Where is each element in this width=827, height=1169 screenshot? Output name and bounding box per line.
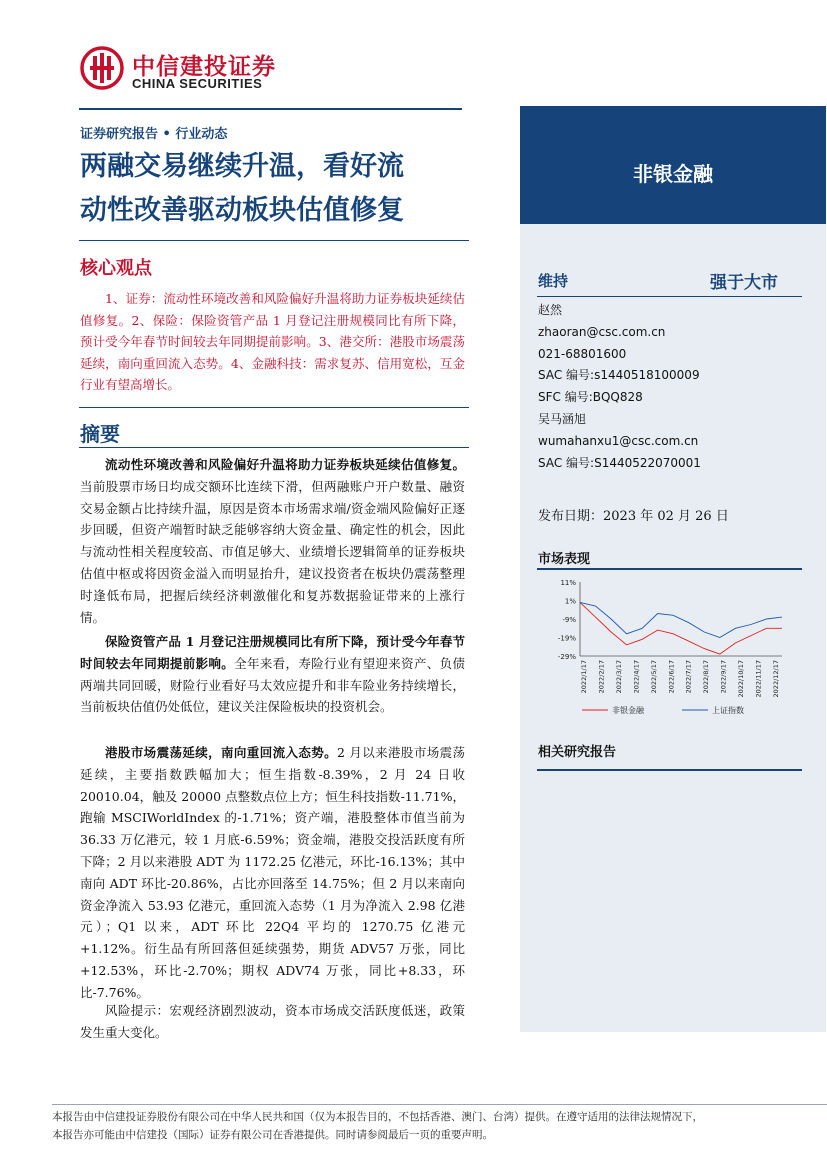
summary-p3-text: 2 月以来港股市场震荡延续，主要指数跌幅加大；恒生指数-8.39%，2 月 24 日收 20010.04，触及 20000 点整数点位上方；恒生科技指数-11.71%，跑输 MSCIWorldIndex 的-1.71%；资产端，港股整体市值当前为 36.33 万亿港元，较 1 月底-6.59%；资金端，港股交投活跃度有所下降；2 月以来港股 ADT 为 1172.25 亿港元，环比-16.13%；其中南向 ADT 环比-20.86%，占比亦回落至 14.75%；但 2 月以来南向资金净流入 53.93 亿港元，重回流入态势（1 月为净流入 2.98 亿港元）；Q1 以来，ADT 环比 22Q4 平均的 1270.75 亿港元+1.12%。衍生品有所回落但延续强势，期货 ADV57 万张，同比+12.53%，环比-2.70%；期权 ADV74 万张，同比+8.33，环比-7.76%。 — [80, 745, 465, 1000]
core-rule — [79, 407, 469, 408]
sector-box — [520, 106, 826, 224]
header-rule — [79, 108, 462, 110]
footer-rule — [52, 1104, 827, 1105]
summary-p2-text: 全年来看，寿险行业有望迎来资产、负债两端共同回暖，财险行业看好马太效应提升和非车险业务持续增长，当前板块估值仍处低位，建议关注保险板块的投资机会。 — [80, 655, 465, 715]
sector-label: 非银金融 — [633, 162, 713, 186]
rating-row — [538, 268, 778, 292]
series-line — [580, 602, 782, 654]
analyst-name: 赵然 — [538, 303, 563, 317]
related-rule — [537, 769, 802, 771]
x-tick-label: 2022/9/17 — [719, 660, 728, 694]
x-tick-label: 2022/11/17 — [754, 660, 763, 698]
analyst-sfc: SFC 编号:BQQ828 — [538, 390, 643, 405]
brand-name-cn: 中信建投证券 — [132, 54, 276, 80]
x-tick-label: 2022/12/17 — [772, 660, 780, 698]
x-tick-label: 2022/8/17 — [702, 660, 711, 694]
footer-line-2: 本报告亦可能由中信建投（国际）证券有限公司在香港提供。同时请参阅最后一页的重要声明。 — [52, 1129, 493, 1141]
y-tick-label: -19% — [557, 634, 576, 643]
core-text: 1、证券：流动性环境改善和风险偏好升温将助力证券板块延续估值修复。2、保险：保险资管产品 1 月登记注册规模同比有所下降，预计受今年春节时间较去年同期提前影响。3、港交所：港股市场震荡延续，南向重回流入态势。4、金融科技：需求复苏、信用宽松，互金行业有望高增长。 — [80, 291, 465, 392]
analyst-name: 吴马涵旭 — [538, 411, 587, 426]
risk-warning: 风险提示：宏观经济剧烈波动，资本市场成交活跃度低迷，政策发生重大变化。 — [80, 1003, 465, 1040]
y-tick-label: -29% — [557, 653, 576, 661]
analyst-sac: SAC 编号:s1440518100009 — [538, 368, 700, 383]
analyst-email[interactable]: zhaoran@csc.com.cn — [538, 324, 666, 339]
x-tick-label: 2022/4/17 — [632, 660, 641, 694]
report-title-line-1: 两融交易继续升温，看好流 — [80, 151, 404, 182]
analyst-phone: 021-68801600 — [538, 346, 627, 361]
y-tick-label: 11% — [560, 579, 576, 587]
report-type: 证券研究报告 • 行业动态 — [80, 127, 228, 142]
report-title-line-2: 动性改善驱动板块估值修复 — [80, 195, 404, 226]
publish-date: 发布日期：2023 年 02 月 26 日 — [538, 509, 729, 524]
series-line — [580, 602, 782, 637]
brand-name-en: CHINA SECURITIES — [132, 76, 263, 91]
summary-p1-text: 当前股票市场日均成交额环比连续下滑，但两融账户开户数量、融资交易金额占比持续升温，原因是资本市场需求端/资金端风险偏好正逐步回暖，但资产端暂时缺乏能够容纳大资金量、确定性的机会，因此与流动性相关程度较高、市值足够大、业绩增长逻辑简单的证券板块估值中枢或将因资金溢入而明显抬升，建议投资者在板块仍震荡整理时逢低布局，把握后续经济刺激催化和复苏数据验证带来的上涨行情。 — [80, 478, 465, 625]
related-heading: 相关研究报告 — [538, 745, 617, 760]
footer-disclaimer — [52, 1108, 827, 1144]
rating-label: 维持 — [538, 272, 569, 290]
market-performance-chart — [537, 572, 802, 722]
analyst-sac: SAC 编号:S1440522070001 — [538, 455, 701, 470]
x-tick-label: 2022/1/17 — [580, 660, 588, 694]
summary-p3-bold: 港股市场震荡延续，南向重回流入态势。 — [105, 745, 338, 760]
analyst-email[interactable]: wumahanxu1@csc.com.cn — [538, 433, 699, 448]
core-heading: 核心观点 — [80, 258, 152, 279]
x-tick-label: 2022/5/17 — [649, 660, 658, 694]
market-rule — [537, 568, 802, 570]
analyst-info — [538, 300, 808, 474]
report-title — [80, 145, 510, 233]
summary-heading: 摘要 — [80, 422, 120, 446]
x-tick-label: 2022/10/17 — [737, 660, 746, 698]
market-heading: 市场表现 — [538, 552, 591, 567]
legend-label: 非银金融 — [612, 706, 644, 715]
summary-paragraph-insurance — [80, 631, 465, 718]
y-tick-label: -9% — [562, 616, 576, 624]
footer-line-1: 本报告由中信建投证券股份有限公司在中华人民共和国（仅为本报告目的，不包括香港、澳门、台湾）提供。在遵守适用的法律法规情况下， — [52, 1111, 703, 1123]
title-rule — [79, 240, 469, 241]
company-logo-icon — [80, 46, 124, 90]
x-tick-label: 2022/7/17 — [684, 660, 693, 694]
summary-paragraph-hkex — [80, 742, 465, 1004]
x-tick-label: 2022/6/17 — [667, 660, 676, 694]
rating-value: 强于大市 — [710, 273, 778, 293]
x-tick-label: 2022/3/17 — [614, 660, 623, 694]
y-tick-label: 1% — [564, 597, 576, 606]
summary-rule — [79, 447, 469, 448]
rating-rule — [537, 296, 802, 297]
summary-paragraph-securities — [80, 454, 465, 628]
brand-logo — [80, 46, 320, 94]
legend-label: 上证指数 — [712, 706, 744, 715]
x-tick-label: 2022/2/17 — [597, 660, 606, 694]
summary-p1-bold: 流动性环境改善和风险偏好升温将助力证券板块延续估值修复。 — [105, 457, 465, 472]
summary-p2-bold: 保险资管产品 1 月登记注册规模同比有所下降，预计受今年春节时间较去年同期提前影响。 — [80, 634, 465, 671]
